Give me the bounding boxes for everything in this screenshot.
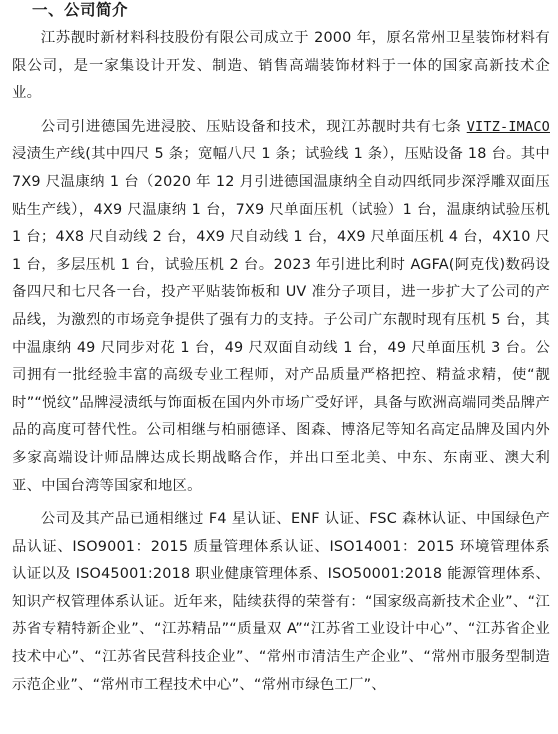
paragraph-founding: 江苏靓时新材料科技股份有限公司成立于 2000 年，原名常州卫星装饰材料有限公司，是一家集设计开发、制造、销售高端装饰材料于一体的国家高新技术企业。 [12,30,550,102]
production-line-model: VITZ-IMACO [466,118,550,135]
paragraph-equipment-body: 浸渍生产线(其中四尺 5 条；宽幅八尺 1 条；试验线 1 条），压贴设备 18 台。其中 7X9 尺温康纳 1 台（2020 年 12 月引进德国温康纳全自动四纸同步深浮雕双面压贴生产线），4X9 尺温康纳 1 台，7X9 尺单面压机（试验）1 台，温康纳试验压机 1 台；4X8 尺自动线 2 台，4X9 尺自动线 1 台，4X9 尺单面压机 4 台，4X10 尺 1 台，多层压机 1 台，试验压机 2 台。2023 年引进比利时 AGFA(阿克伐)数码设备四尺和七尺各一台，投产平贴装饰板和 UV 准分子项目，进一步扩大了公司的产品线，为激烈的市场竞争提供了强有力的支持。子公司广东靓时现有压机 5 台，其中温康纳 49 尺同步对花 1 台，49 尺双面自动线 1 台，49 尺单面压机 3 台。公司拥有一批经验丰富的高级专业工程师，对产品质量严格把控、精益求精，使“靓时”“悦纹”品牌浸渍纸与饰面板在国内外市场广受好评，具备与欧洲高端同类品牌产品的高度可替代性。公司相继与柏丽德译、图森、博洛尼等知名高定品牌及国内外多家高端设计师品牌达成长期战略合作，并出口至北美、中东、东南亚、澳大利亚、中国台湾等国家和地区。 [12,146,550,494]
section-heading: 一、公司简介 [32,1,129,19]
paragraph-equipment-intro: 公司引进德国先进浸胶、压贴设备和技术，现江苏靓时共有七条 [40,118,467,135]
paragraph-certifications: 公司及其产品已通相继过 F4 星认证、ENF 认证、FSC 森林认证、中国绿色产品认证、ISO9001：2015 质量管理体系认证、ISO14001：2015 环境管理体系认证以及 ISO45001:2018 职业健康管理体系、ISO50001:2018 能源管理体系、知识产权管理体系认证。近年来，陆续获得的荣誉有：“国家级高新技术企业”、“江苏省专精特新企业”、“江苏精品”“质量双 A”“江苏省工业设计中心”、“江苏省企业技术中心”、“江苏省民营科技企业”、“常州市清洁生产企业”、“常州市服务型制造示范企业”、“常州市工程技术中心”、“常州市绿色工厂”、 [12,511,550,693]
paragraph-equipment [12,114,550,500]
